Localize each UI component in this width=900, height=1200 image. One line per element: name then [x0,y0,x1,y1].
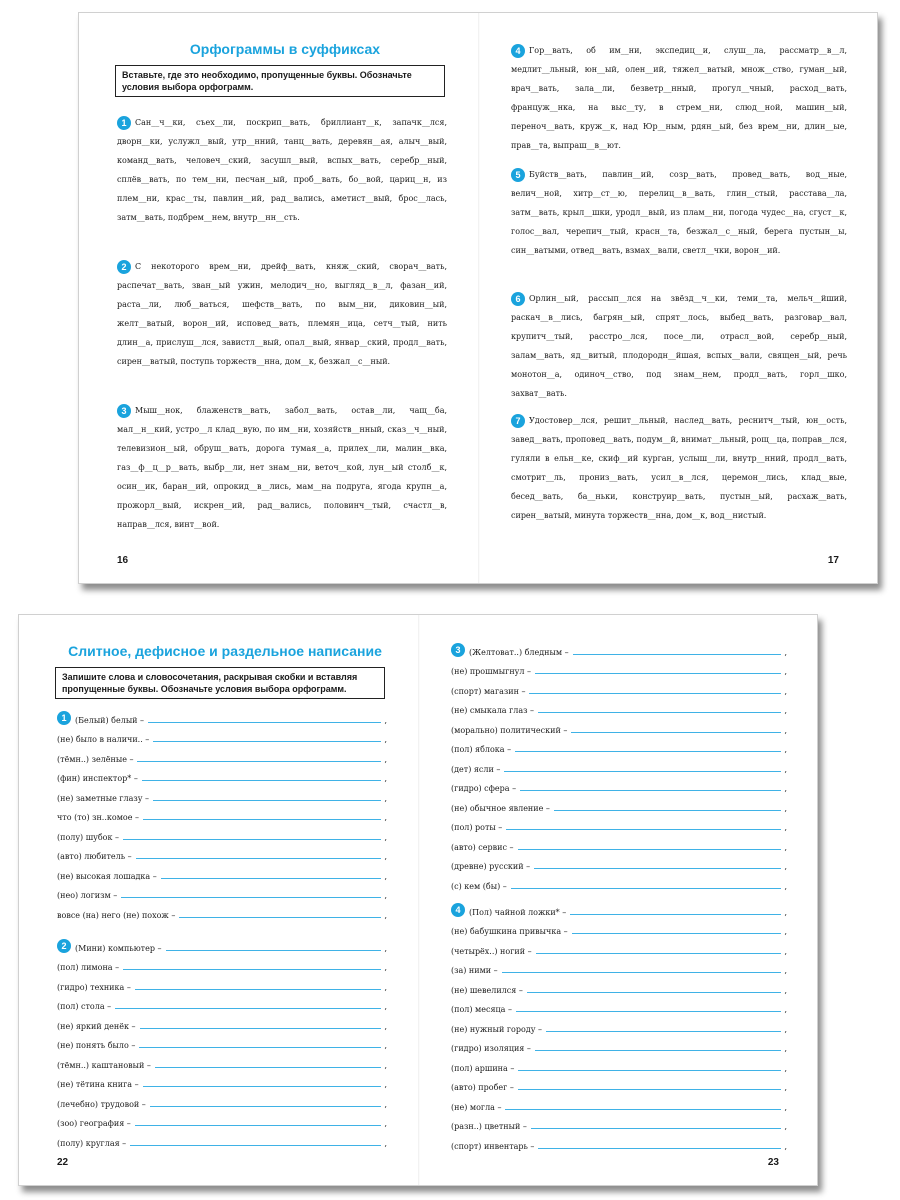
trailing-comma: , [784,686,787,696]
writing-row [57,1050,387,1070]
answer-line [150,1106,382,1107]
answer-line [135,1125,382,1126]
writing-row [451,1112,787,1132]
row-prompt: (за) ними – [451,966,498,975]
exercise-6 [511,289,847,403]
answer-line [520,790,781,791]
answer-line [153,741,381,742]
writing-row [451,956,787,976]
answer-line [504,771,781,772]
row-prompt: (разн..) цветный – [451,1122,527,1131]
row-prompt: (не) шевелился – [451,985,523,995]
writing-row [451,735,787,755]
row-prompt: (не) было в наличи.. – [57,735,150,744]
writing-row [57,1089,387,1109]
answer-line [516,1011,781,1012]
exercise-text: Мыш__нок, блаженств__вать, забол__вать, остав__ли, чащ__ба, мал__н__кий, устро__л клад__вую, по им__ни, хозяйств__нный, сказ__ч__ный, телевизион__ый, обруш__вать, дорога тумая__а, прилех__ли, малин__вка, газ__ф__ц__р__вать, выбр__ли, нет знам__ни, веточ__кой, лун__ый столб__к, осин__ик, баран__ий, опрокид__в__лись, мам__на подруга, ягода крупн__а, прожорл__вый, искрен__ий, рад__вались, половинч__тый, счастл__в, направ__лся, винт__вой. [117,406,447,529]
writing-row [451,832,787,852]
exercise-number-badge: 2 [117,260,131,274]
row-prompt: (пол) месяца – [451,1005,512,1014]
trailing-comma: , [384,813,387,822]
writing-row [451,715,787,735]
answer-line [142,780,382,781]
writing-row [451,1014,787,1034]
writing-group-1 [57,705,387,920]
writing-row [57,725,387,745]
answer-line [527,992,782,993]
answer-line [531,1128,782,1129]
answer-line [148,722,381,723]
answer-line [538,1148,781,1149]
exercise-text: С некоторого врем__ни, дрейф__вать, княж__ский, сворач__вать, распечат__вать, зван__ый ужин, мелодич__но, выгляд__в__л, фазан__ий, раста__ли, люб__ваться, шефств__вать, по вым__ни, диковин__ый, желт__ватый, ворон__ий, исповед__вать, племян__ица, сетч__тый, нить длин__а, прислуш__лся, завистл__вый, опал__вый, январ__ский, продл__вать, сирен__ватый, поступь торжеств__нна, дом__к, безжал__с__ный. [117,262,447,366]
trailing-comma: , [384,1119,387,1128]
row-prompt: (пол) аршина – [451,1063,515,1073]
row-prompt: (не) могла – [451,1102,502,1112]
exercise-number-badge: 5 [511,168,525,182]
exercise-3 [117,401,447,534]
exercise-number-badge: 6 [511,292,525,306]
writing-row [57,803,387,823]
exercise-number-badge: 3 [117,404,131,418]
answer-line [135,989,382,990]
answer-line [143,1086,382,1087]
row-prompt: (Желтоват..) бледным – [469,647,569,657]
page-number: 16 [117,555,129,566]
trailing-comma: , [784,946,787,956]
row-prompt: (древне) русский – [451,862,531,871]
writing-row [451,975,787,995]
answer-line [140,1028,382,1029]
trailing-comma: , [784,1044,787,1053]
answer-line [535,673,781,674]
writing-row [451,995,787,1015]
trailing-comma: , [784,1122,787,1131]
row-prompt: (полу) круглая – [57,1138,127,1148]
trailing-comma: , [384,735,387,744]
trailing-comma: , [384,1060,387,1070]
trailing-comma: , [384,1002,387,1011]
writing-group-2 [57,933,387,1148]
trailing-comma: , [784,745,787,754]
answer-line [570,914,781,915]
row-prompt: (нео) логизм – [57,891,118,900]
trailing-comma: , [784,823,787,832]
answer-line [505,1109,781,1110]
exercise-4 [511,41,847,155]
trailing-comma: , [384,891,387,900]
answer-line [534,868,781,869]
row-prompt: (лечебно) трудовой – [57,1099,146,1109]
trailing-comma: , [784,907,787,917]
row-prompt: (Мини) компьютер – [75,943,162,953]
row-prompt: (не) тётина книга – [57,1080,139,1089]
row-prompt: (не) заметные глазу – [57,793,149,803]
exercise-number-badge: 4 [511,44,525,58]
trailing-comma: , [784,1083,787,1092]
writing-row [451,1131,787,1151]
row-prompt: (не) обычное явление – [451,803,550,813]
exercise-2 [117,257,447,371]
writing-row [451,871,787,891]
trailing-comma: , [384,793,387,803]
exercise-number-badge: 4 [451,903,465,917]
trailing-comma: , [784,1024,787,1034]
trailing-comma: , [784,1063,787,1073]
row-prompt: (четырёх..) ногий – [451,946,532,956]
answer-line [143,819,381,820]
writing-row [451,637,787,657]
answer-line [573,654,782,655]
answer-line [529,693,781,694]
row-prompt: (Пол) чайной ложки* – [469,907,567,917]
answer-line [515,751,781,752]
writing-row [451,793,787,813]
answer-line [571,732,781,733]
answer-line [538,712,781,713]
answer-line [123,839,381,840]
trailing-comma: , [784,842,787,852]
writing-row [57,972,387,992]
row-prompt: (полу) шубок – [57,832,120,842]
writing-row [57,1070,387,1090]
row-prompt: (не) смыкала глаз – [451,706,535,715]
row-prompt: (фин) инспектор* – [57,774,138,783]
row-prompt: (спорт) магазин – [451,686,526,696]
row-prompt: (авто) любитель – [57,852,132,861]
row-prompt: (не) прошмыгнул – [451,667,532,676]
page-number: 22 [57,1157,69,1168]
answer-line [153,800,381,801]
writing-row [57,783,387,803]
row-prompt: вовсе (на) него (не) похож – [57,910,176,920]
trailing-comma: , [784,647,787,657]
instruction-box: Вставьте, где это необходимо, пропущенные буквы. Обозначьте условия выбора орфограмм. [115,65,445,97]
row-prompt: (дет) ясли – [451,764,501,774]
page-16 [79,13,479,583]
page-number: 17 [827,555,839,566]
row-prompt: (не) нужный городу – [451,1024,542,1034]
row-prompt: (с) кем (бы) – [451,881,507,891]
writing-row [451,813,787,833]
writing-row [57,900,387,920]
writing-row [451,936,787,956]
row-prompt: (пол) лимона – [57,963,120,972]
book-spread-suffixes [78,12,878,584]
answer-line [130,1145,381,1146]
answer-line [554,810,782,811]
row-prompt: (не) понять было – [57,1041,136,1050]
writing-row [57,822,387,842]
trailing-comma: , [384,982,387,992]
row-prompt: (тёмн..) каштановый – [57,1060,151,1070]
exercise-1 [117,113,447,227]
trailing-comma: , [384,943,387,953]
trailing-comma: , [384,1041,387,1050]
page-17 [479,13,879,583]
answer-line [502,972,782,973]
row-prompt: (пол) роты – [451,823,503,832]
trailing-comma: , [784,784,787,793]
answer-line [518,1089,782,1090]
writing-row [451,657,787,677]
trailing-comma: , [784,927,787,936]
page-number: 23 [767,1157,779,1168]
answer-line [161,878,382,879]
writing-row [451,917,787,937]
row-prompt: (гидро) техника – [57,982,131,992]
answer-line [123,969,381,970]
answer-line [535,1050,782,1051]
instruction-box: Запишите слова и словосочетания, раскрывая скобки и вставляя пропущенные буквы. Обозначьте условия выбора орфограмм. [55,667,385,699]
answer-line [115,1008,381,1009]
exercise-text: Удостовер__лся, решит__льный, наслед__вать, реснитч__тый, юн__ость, завед__вать, проповед__вать, подум__й, внимат__льный, рощ__ца, поправ__лся, гуляли в ельн__ке, скиф__ий курган, услыш__ли, внутр__нний, продл__вать, смотрит__ль, прониз__вать, усил__в__лся, церемон__лись, клад__вые, бесед__вать, ба__ньки, конструир__вать, пустын__ый, расхаж__вать, сирен__ватый, минута торжеств__нна, дом__к, вод__нистый. [511,416,847,520]
writing-row [451,696,787,716]
writing-row [57,933,387,953]
writing-row [57,1011,387,1031]
writing-row [451,1034,787,1054]
trailing-comma: , [784,1005,787,1014]
trailing-comma: , [384,910,387,920]
row-prompt: (спорт) инвентарь – [451,1141,535,1151]
writing-row [57,744,387,764]
exercise-text: Буйств__вать, павлин__ий, созр__вать, провед__вать, вод__ные, велич__ной, хитр__ст__ю, перелиц__в__вать, глин__стый, расстава__ла, затм__вать, крыл__шки, уродл__вый, из плам__ни, погода чудес__на, сгуст__к, голос__вал, черепич__тый, красн__та, безжал__с__ный, берега пустын__ы, син__ватыми, отвед__вать, взмах__вали, светл__чки, ворон__ий. [511,170,847,255]
writing-row [451,897,787,917]
writing-row [57,861,387,881]
answer-line [137,761,381,762]
writing-row [451,1053,787,1073]
exercise-number-badge: 1 [117,116,131,130]
exercise-number-badge: 2 [57,939,71,953]
writing-row [451,1073,787,1093]
trailing-comma: , [384,754,387,764]
writing-row [57,953,387,973]
row-prompt: (гидро) изоляция – [451,1044,531,1053]
answer-line [536,953,782,954]
trailing-comma: , [784,725,787,735]
row-prompt: (гидро) сфера – [451,784,517,793]
row-prompt: (Белый) белый – [75,715,145,725]
answer-line [506,829,781,830]
book-spread-hyphenation [18,614,818,1186]
answer-line [166,950,382,951]
page-title: Орфограммы в суффиксах [189,41,381,57]
trailing-comma: , [784,966,787,975]
answer-line [179,917,381,918]
writing-row [57,705,387,725]
exercise-5 [511,165,847,260]
answer-line [121,897,381,898]
trailing-comma: , [384,1021,387,1031]
page-22 [19,615,419,1185]
row-prompt: (пол) стола – [57,1002,112,1011]
exercise-7 [511,411,847,525]
writing-row [57,1128,387,1148]
trailing-comma: , [384,871,387,881]
writing-row [57,842,387,862]
row-prompt: (не) яркий денёк – [57,1021,136,1031]
trailing-comma: , [784,764,787,774]
row-prompt: (тёмн..) зелёные – [57,754,134,764]
trailing-comma: , [784,985,787,995]
exercise-text: Гор__вать, об им__ни, экспедиц__и, слуш__ла, рассматр__в__л, медлит__льный, юн__ый, олен__ий, тяжел__ватый, множ__ство, гуман__ый, врач__вать, зала__ли, безветр__нный, прогул__чный, расход__вать, француж__нка, на выс__ту, в стрем__ни, слюд__ной, машин__ый, переноч__вать, круж__к, над Юр__ным, рдян__ый, без врем__ни, длин__ые, прав__та, выпраш__в__ют. [511,46,847,150]
row-prompt: (авто) сервис – [451,842,514,852]
exercise-text: Орлин__ый, рассып__лся на звёзд__ч__ки, теми__та, мельч__йший, раскач__в__лись, багрян__ый, спрят__лось, выбед__вать, разговар__вал, крупитч__тый, расстро__лся, посе__ли, отрасл__вой, серебр__ный, залам__вать, яд__витый, плодородн__йшая, вспых__вали, священ__ый, речь монотон__а, одиноч__ство, под знам__нем, продл__вать, горл__шко, захват__вать. [511,294,847,398]
trailing-comma: , [784,667,787,676]
trailing-comma: , [384,715,387,725]
writing-row [57,764,387,784]
answer-line [511,888,782,889]
exercise-number-badge: 7 [511,414,525,428]
trailing-comma: , [384,963,387,972]
trailing-comma: , [384,832,387,842]
answer-line [155,1067,382,1068]
answer-line [136,858,382,859]
writing-row [451,852,787,872]
trailing-comma: , [384,1138,387,1148]
trailing-comma: , [384,1080,387,1089]
answer-line [572,933,782,934]
exercise-number-badge: 1 [57,711,71,725]
row-prompt: (зоо) география – [57,1119,131,1128]
row-prompt: (пол) яблока – [451,745,512,754]
writing-group-3 [451,637,787,891]
writing-row [57,1109,387,1129]
writing-row [451,1092,787,1112]
trailing-comma: , [384,1099,387,1109]
writing-group-4 [451,897,787,1151]
writing-row [451,754,787,774]
trailing-comma: , [784,706,787,715]
answer-line [139,1047,381,1048]
exercise-text: Сан__ч__ки, съех__ли, поскрип__вать, бриллиант__к, запачк__лся, дворн__ки, услужл__вый, утр__нний, танц__вать, деревян__ая, алыч__вый, команд__вать, человеч__ский, засушл__вый, вспых__вать, серебр__ный, сплёв__вать, по тем__ни, песчан__ый, проб__вать, бо__вой, цариц__н, из плем__ни, крас__ты, павлин__ий, рад__вались, аметист__вый, брос__лась, затм__вать, подбрем__нем, внутр__нн__сть. [117,118,447,222]
row-prompt: (авто) пробег – [451,1083,514,1092]
answer-line [518,849,782,850]
writing-row [57,992,387,1012]
answer-line [518,1070,781,1071]
trailing-comma: , [784,881,787,891]
row-prompt: что (то) зн..комое – [57,813,140,822]
row-prompt: (не) бабушкина привычка – [451,927,568,936]
writing-row [451,774,787,794]
exercise-number-badge: 3 [451,643,465,657]
page-23 [419,615,819,1185]
trailing-comma: , [384,852,387,861]
trailing-comma: , [784,1141,787,1151]
trailing-comma: , [784,1102,787,1112]
answer-line [546,1031,782,1032]
trailing-comma: , [784,862,787,871]
trailing-comma: , [784,803,787,813]
trailing-comma: , [384,774,387,783]
row-prompt: (не) высокая лошадка – [57,871,157,881]
page-title: Слитное, дефисное и раздельное написание [68,643,382,659]
writing-row [57,1031,387,1051]
writing-row [57,881,387,901]
row-prompt: (морально) политический – [451,725,568,735]
writing-row [451,676,787,696]
